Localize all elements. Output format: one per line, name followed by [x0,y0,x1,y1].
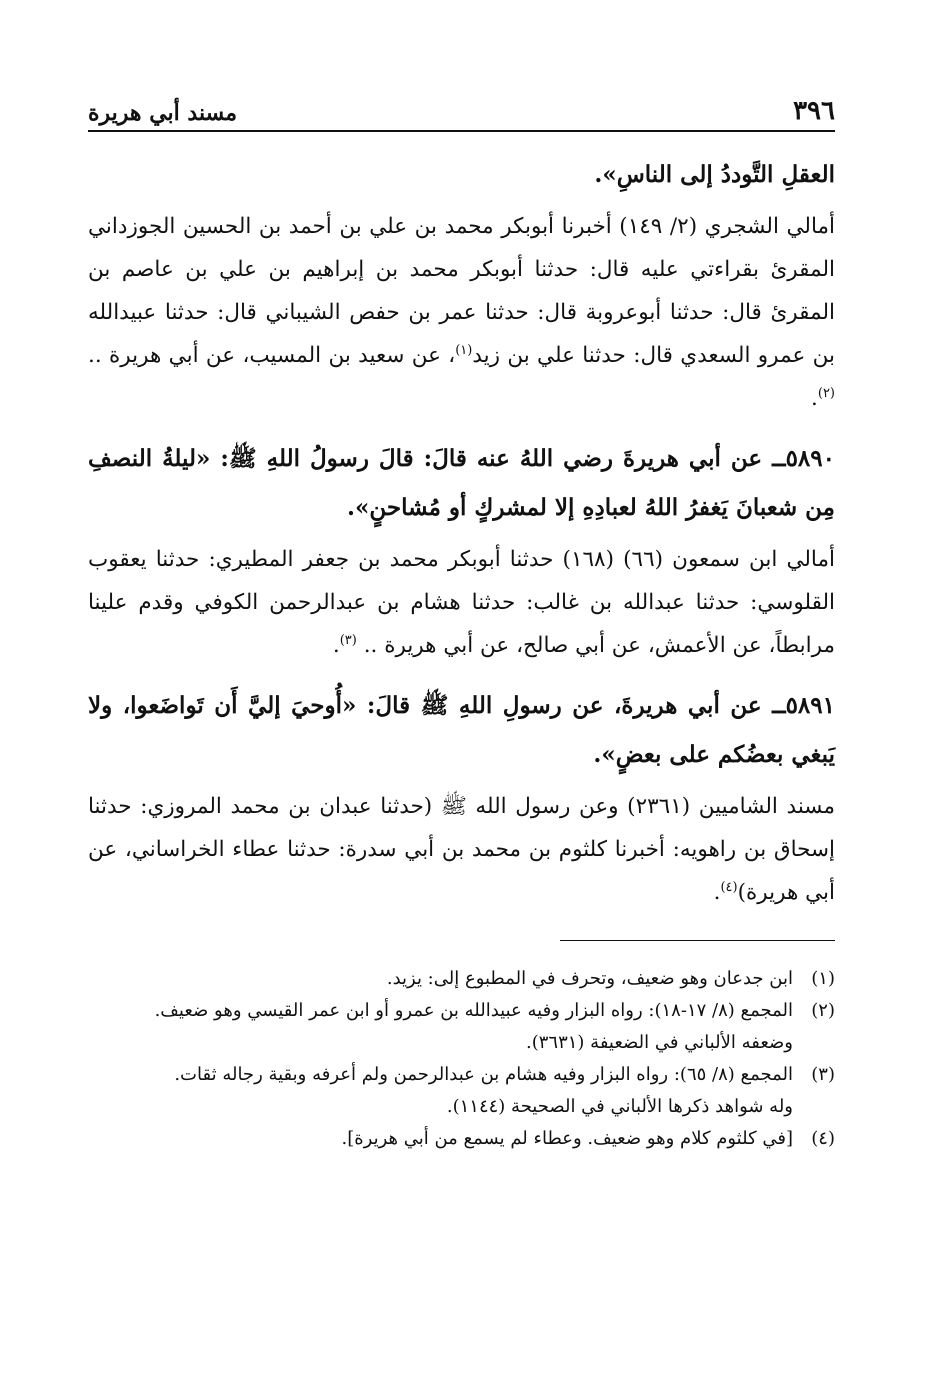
hadith-5891: ٥٨٩١ــ عن أبي هريرةَ، عن رسولِ اللهِ ﷺ قالَ: «أُوحيَ إليَّ أَن تَواضَعوا، ولا يَبغي بعضُكم على بعضٍ». [88,692,835,768]
source-paragraph-1 [88,205,835,420]
footnote-line: وله شواهد ذكرها الألباني في الصحيحة (١١٤٤). [446,1096,793,1117]
footnote-line: المجمع (٨/ ١٧-١٨): رواه البزار وفيه عبيدالله بن عمرو أو ابن عمر القيسي وهو ضعيف. [154,1000,793,1021]
footnote-divider [560,940,835,941]
page-number: ٣٩٦ [793,96,835,126]
footnote-1 [88,963,835,995]
footnote-2 [88,995,835,1059]
source-text-end: . [713,880,721,905]
footnote-number: (٢) [811,1000,835,1021]
source-text: أمالي ابن سمعون (٦٦) (١٦٨) حدثنا أبوبكر محمد بن جعفر المطيري: حدثنا يعقوب القلوسي: حدثنا عبدالله بن غالب: حدثنا هشام بن عبدالرحمن الكوفي وقدم علينا مرابطاً، عن الأعمش، عن أبي صالح، عن أبي هريرة .. [88,547,835,658]
source-text: مسند الشاميين (٢٣٦١) وعن رسول الله ﷺ (حدثنا عبدان بن محمد المروزي: حدثنا إسحاق بن راهويه: أخبرنا كلثوم بن محمد بن أبي سدرة: حدثنا عطاء الخراساني، عن أبي هريرة) [88,794,836,905]
footnote-line: ابن جدعان وهو ضعيف، وتحرف في المطبوع إلى: يزيد. [386,968,793,989]
footnote-line: وضعفه الألباني في الضعيفة (٣٦٣١). [526,1032,793,1053]
source-paragraph-5891 [88,785,835,914]
source-text-tail: ، عن سعيد بن المسيب، عن أبي هريرة .. [88,343,456,368]
footnote-4 [88,1123,835,1155]
footnote-marker-2: (٢) [817,385,835,401]
footnote-marker-3: (٣) [339,632,357,648]
source-text-end: . [811,386,818,411]
source-paragraph-5890 [88,538,835,667]
hadith-continuation: العقلِ التَّوددُ إلى الناسِ». [594,161,835,188]
main-text [88,150,835,914]
running-header [88,96,835,132]
book-title: مسند أبي هريرة [88,100,238,126]
source-text: أمالي الشجري (٢/ ١٤٩) أخبرنا أبوبكر محمد بن علي بن أحمد بن الحسين الجوزداني المقرئ بقراءتي عليه قال: حدثنا أبوبكر محمد بن إبراهيم بن علي بن عاصم بن المقرئ قال: حدثنا أبوعروبة قال: حدثنا عمر بن حفص الشيباني قال: حدثنا عبيدالله بن عمرو السعدي قال: حدثنا علي بن زيد [88,214,836,368]
footnote-line: [في كلثوم كلام وهو ضعيف. وعطاء لم يسمع من أبي هريرة]. [341,1128,793,1149]
footnote-number: (٣) [811,1064,835,1085]
footnote-marker-1: (١) [455,342,473,358]
footnote-marker-4: (٤) [720,879,738,895]
footnote-number: (٤) [811,1128,835,1149]
hadith-5890: ٥٨٩٠ــ عن أبي هريرةَ رضي اللهُ عنه قالَ: قالَ رسولُ اللهِ ﷺ: «ليلةُ النصفِ مِن شعبانَ يَغفرُ اللهُ لعبادِهِ إلا لمشركٍ أو مُشاحنٍ». [88,445,835,521]
footnote-number: (١) [811,968,835,989]
source-text-end: . [332,633,340,658]
book-page [88,96,835,1155]
footnote-3 [88,1059,835,1123]
footnotes [88,963,835,1155]
footnote-line: المجمع (٨/ ٦٥): رواه البزار وفيه هشام بن عبدالرحمن ولم أعرفه وبقية رجاله ثقات. [174,1064,793,1085]
